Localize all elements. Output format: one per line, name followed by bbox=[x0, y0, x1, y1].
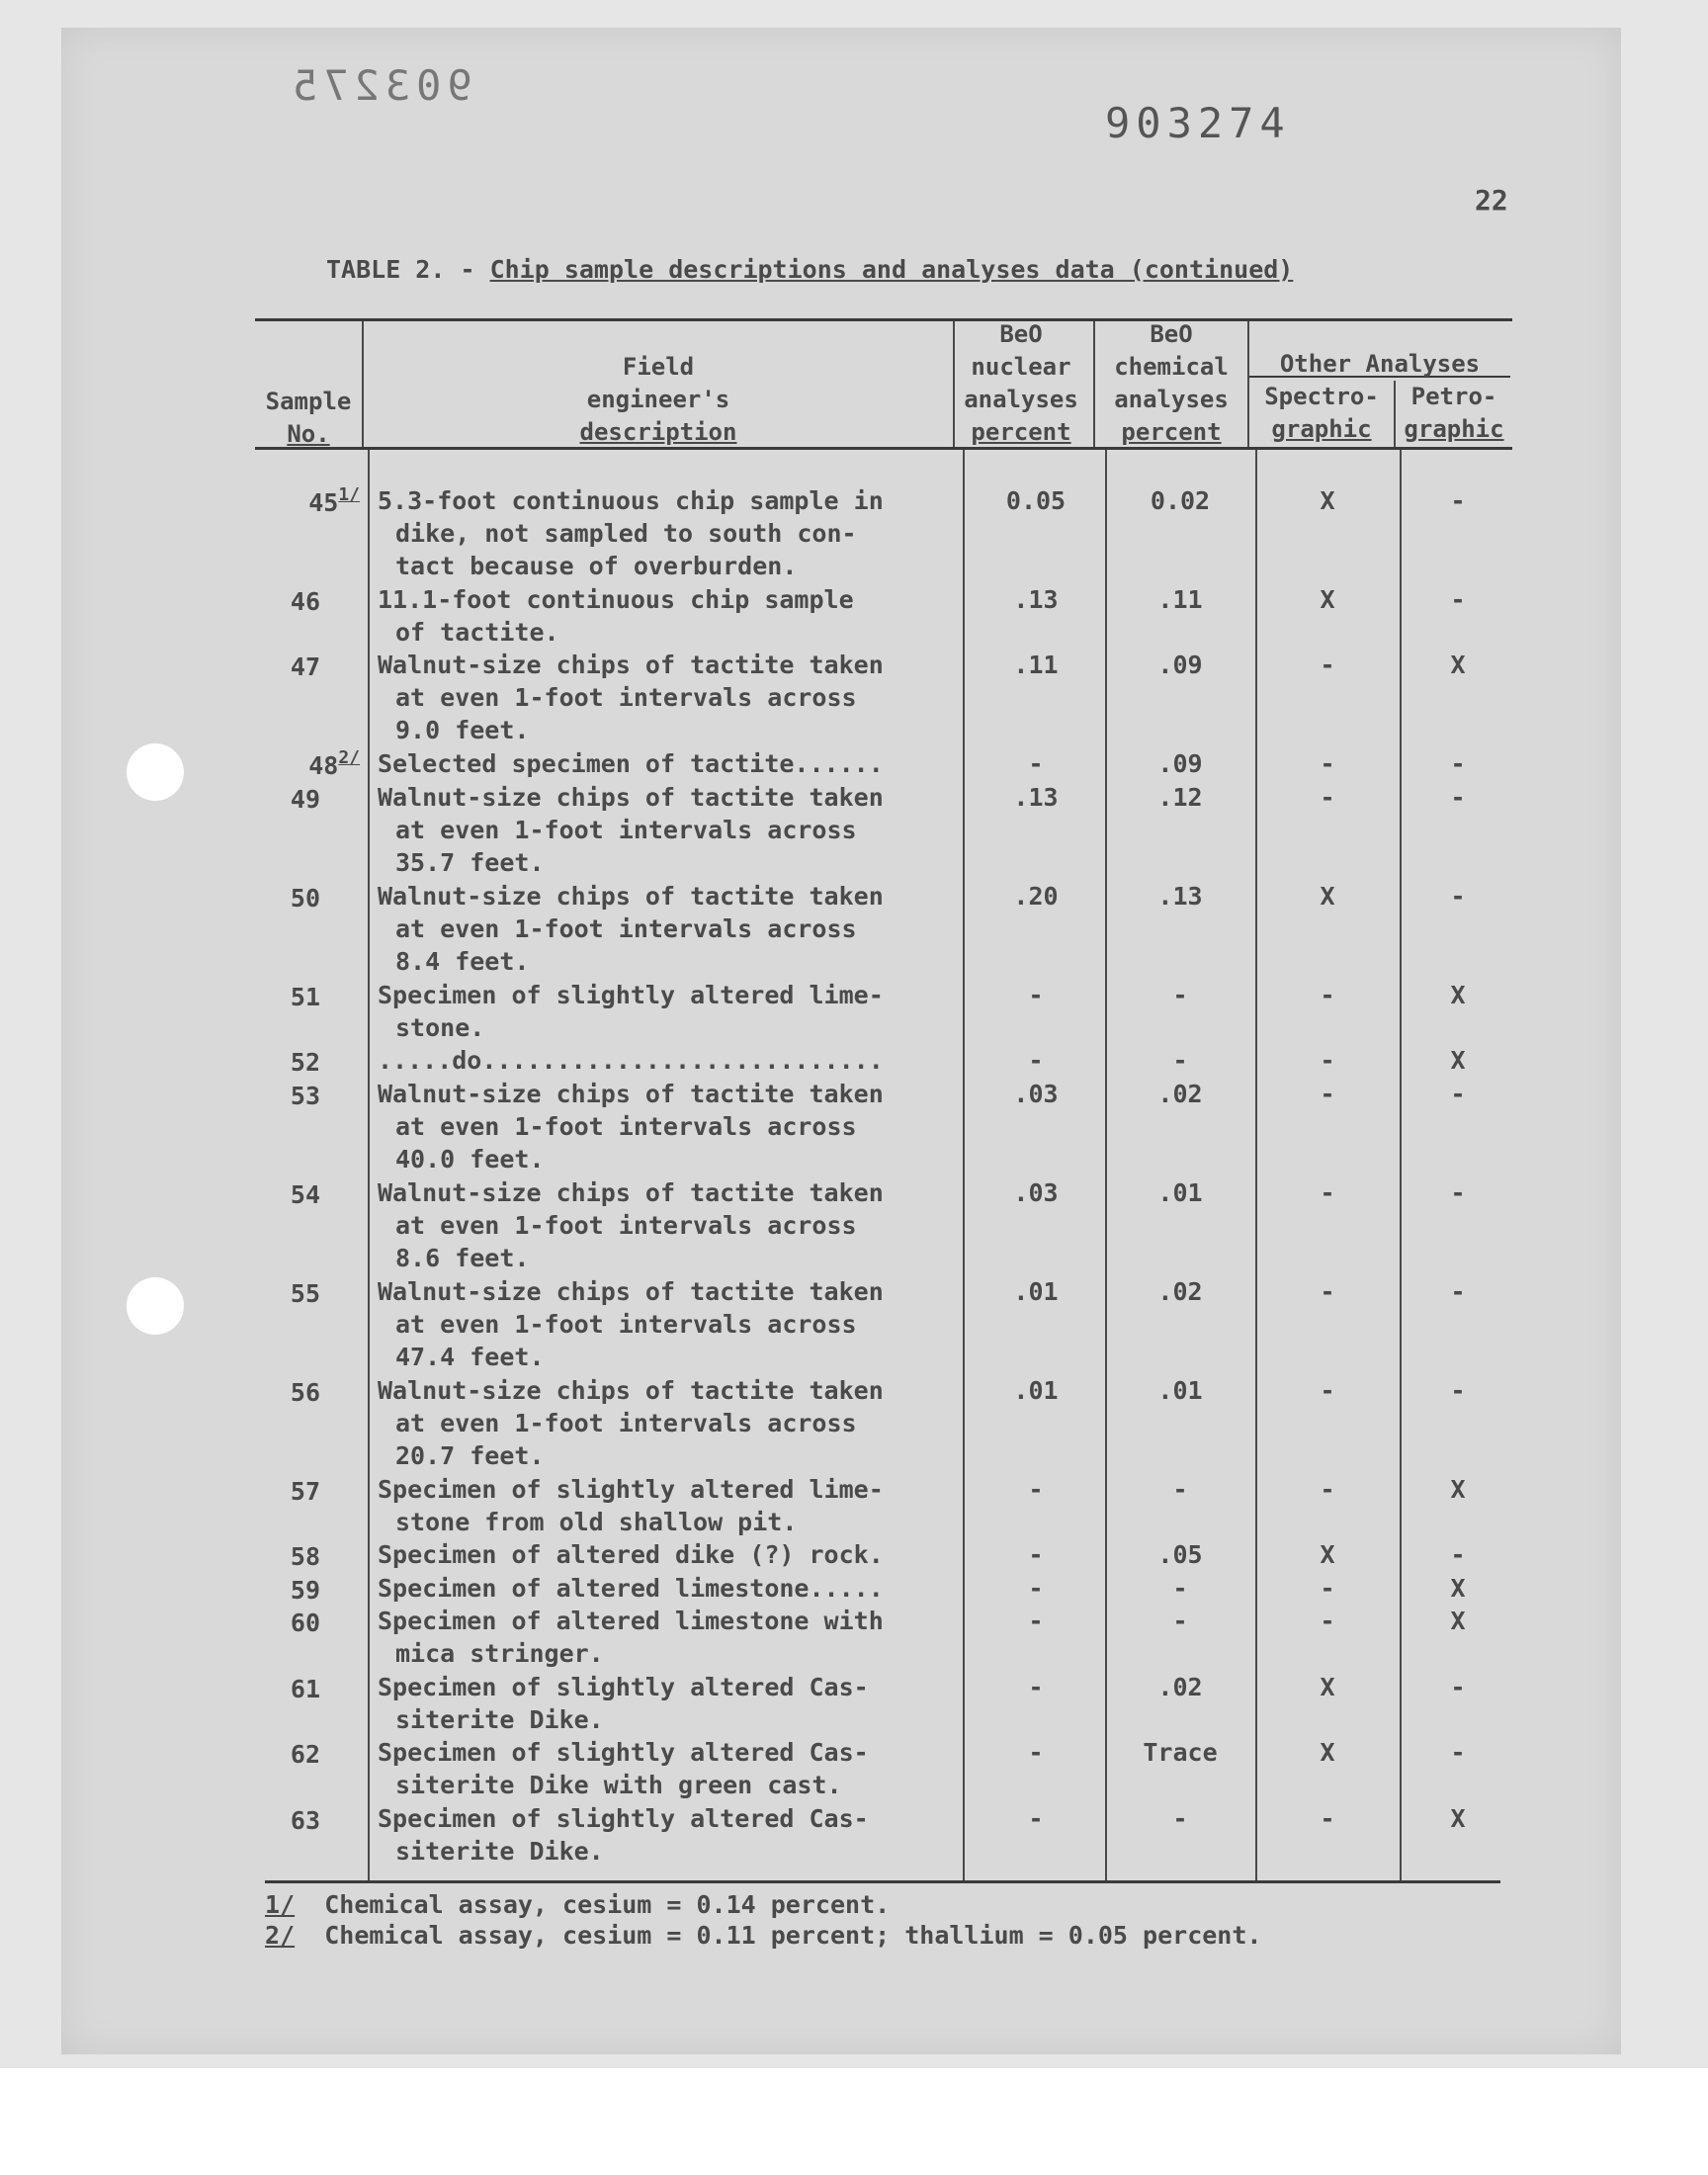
stamp-number: 903274 bbox=[1105, 99, 1291, 147]
sample-number-text: 45 bbox=[308, 488, 339, 517]
sample-number-text: 55 bbox=[290, 1279, 320, 1308]
beo-nuclear-value: 0.05 bbox=[1005, 486, 1067, 515]
beo-chemical-value: .02 bbox=[1157, 1277, 1203, 1306]
header-chemical-line3: analyses bbox=[1114, 386, 1229, 413]
col-divider-2 bbox=[963, 450, 965, 1880]
sample-number-text: 59 bbox=[290, 1576, 320, 1605]
beo-nuclear-value: .13 bbox=[1013, 585, 1059, 614]
sample-number-text: 58 bbox=[290, 1542, 320, 1571]
petrographic-mark: - bbox=[1450, 882, 1466, 911]
beo-chemical-value: .13 bbox=[1157, 882, 1203, 911]
spectrographic-mark: - bbox=[1320, 1046, 1335, 1075]
beo-chemical-value: - bbox=[1172, 1574, 1188, 1603]
sample-number bbox=[251, 1080, 320, 1112]
header-sample-line2: No. bbox=[287, 420, 330, 448]
header-chemical-line1: BeO bbox=[1150, 320, 1193, 348]
sample-number bbox=[251, 981, 320, 1013]
description-line: at even 1-foot intervals across bbox=[395, 816, 857, 844]
header-nuclear-line3: analyses bbox=[964, 386, 1078, 413]
header-spectro-line1: Spectro- bbox=[1264, 383, 1379, 410]
description-line: Specimen of slightly altered Cas- bbox=[378, 1738, 869, 1767]
sample-number-text: 49 bbox=[290, 785, 320, 814]
spectrographic-mark: - bbox=[1320, 749, 1335, 778]
footnote-ref: 1/ bbox=[338, 484, 360, 505]
beo-nuclear-value: - bbox=[1028, 1738, 1044, 1767]
spectrographic-mark: - bbox=[1320, 1475, 1335, 1504]
sample-number-text: 52 bbox=[290, 1048, 320, 1077]
description-line: 5.3-foot continuous chip sample in bbox=[378, 486, 884, 515]
sample-number bbox=[251, 585, 320, 618]
description-line: mica stringer. bbox=[395, 1639, 604, 1668]
petrographic-mark: - bbox=[1450, 1540, 1466, 1569]
petrographic-mark: X bbox=[1450, 1607, 1466, 1635]
description-line: Specimen of altered dike (?) rock. bbox=[378, 1540, 884, 1569]
petrographic-mark: - bbox=[1450, 1277, 1466, 1306]
beo-nuclear-value: .20 bbox=[1013, 882, 1059, 911]
footnote-ref: 2/ bbox=[338, 747, 360, 768]
description-line: Specimen of slightly altered lime- bbox=[378, 981, 884, 1009]
beo-chemical-value: .11 bbox=[1157, 585, 1203, 614]
sample-number bbox=[251, 1277, 320, 1310]
spectrographic-mark: - bbox=[1320, 1376, 1335, 1405]
header-nuclear-line2: nuclear bbox=[971, 353, 1071, 381]
beo-nuclear-value: - bbox=[1028, 1574, 1044, 1603]
footnote-1 bbox=[265, 1890, 890, 1919]
top-rule bbox=[255, 318, 1512, 321]
beo-nuclear-value: - bbox=[1028, 1475, 1044, 1504]
spectrographic-mark: - bbox=[1320, 1804, 1335, 1833]
table-title-main: Chip sample descriptions and analyses data (continued) bbox=[489, 255, 1294, 284]
spectrographic-mark: - bbox=[1320, 1277, 1335, 1306]
spectrographic-mark: - bbox=[1320, 1574, 1335, 1603]
petrographic-mark: - bbox=[1450, 585, 1466, 614]
beo-chemical-value: .12 bbox=[1157, 783, 1203, 812]
header-petrographic bbox=[1394, 381, 1514, 446]
petrographic-mark: - bbox=[1450, 783, 1466, 812]
footnote-2-mark: 2/ bbox=[265, 1921, 296, 1950]
spectrographic-mark: X bbox=[1320, 1738, 1335, 1767]
beo-chemical-value: .01 bbox=[1157, 1376, 1203, 1405]
col-divider-1 bbox=[368, 450, 370, 1880]
petrographic-mark: X bbox=[1450, 651, 1466, 679]
spectrographic-mark: - bbox=[1320, 1178, 1335, 1207]
col-divider-4 bbox=[1255, 450, 1257, 1880]
spectrographic-mark: - bbox=[1320, 783, 1335, 812]
header-beo-chemical bbox=[1093, 318, 1249, 449]
beo-nuclear-value: - bbox=[1028, 1673, 1044, 1701]
description-line: .....do........................... bbox=[378, 1046, 884, 1075]
header-other-analyses: Other Analyses bbox=[1279, 350, 1481, 378]
beo-nuclear-value: - bbox=[1028, 1607, 1044, 1635]
petrographic-mark: X bbox=[1450, 1046, 1466, 1075]
spectrographic-mark: - bbox=[1320, 1080, 1335, 1108]
page-number: 22 bbox=[1475, 184, 1508, 217]
footnote-2-text: Chemical assay, cesium = 0.11 percent; thallium = 0.05 percent. bbox=[324, 1921, 1262, 1950]
spectrographic-mark: X bbox=[1320, 585, 1335, 614]
header-nuclear-line4: percent bbox=[971, 418, 1071, 446]
description-line: at even 1-foot intervals across bbox=[395, 914, 857, 943]
sample-number-text: 61 bbox=[290, 1675, 320, 1703]
beo-chemical-value: - bbox=[1172, 1607, 1188, 1635]
sample-number-text: 51 bbox=[290, 983, 320, 1011]
sample-number bbox=[251, 783, 320, 816]
description-line: Walnut-size chips of tactite taken bbox=[378, 1080, 884, 1108]
petrographic-mark: - bbox=[1450, 1738, 1466, 1767]
sample-number-text: 63 bbox=[290, 1806, 320, 1835]
description-line: Specimen of altered limestone with bbox=[378, 1607, 884, 1635]
header-description bbox=[364, 351, 953, 449]
sample-number bbox=[251, 1804, 320, 1837]
description-line: Specimen of altered limestone..... bbox=[378, 1574, 884, 1603]
punch-hole-upper bbox=[127, 743, 184, 801]
petrographic-mark: X bbox=[1450, 981, 1466, 1009]
description-line: 9.0 feet. bbox=[395, 716, 530, 744]
sample-number-text: 46 bbox=[290, 587, 320, 616]
punch-hole-lower bbox=[127, 1277, 184, 1335]
sample-number bbox=[251, 651, 320, 683]
footnote-1-text: Chemical assay, cesium = 0.14 percent. bbox=[324, 1890, 891, 1919]
spectrographic-mark: X bbox=[1320, 1673, 1335, 1701]
beo-chemical-value: .09 bbox=[1157, 749, 1203, 778]
beo-nuclear-value: - bbox=[1028, 1804, 1044, 1833]
sample-number bbox=[251, 1046, 320, 1079]
description-line: tact because of overburden. bbox=[395, 552, 798, 580]
sample-number-text: 60 bbox=[290, 1609, 320, 1637]
description-line: at even 1-foot intervals across bbox=[395, 1112, 857, 1141]
description-line: 47.4 feet. bbox=[395, 1343, 545, 1371]
sample-number bbox=[251, 1475, 320, 1508]
sample-number-text: 54 bbox=[290, 1180, 320, 1209]
petrographic-mark: - bbox=[1450, 1080, 1466, 1108]
petrographic-mark: - bbox=[1450, 749, 1466, 778]
description-line: Walnut-size chips of tactite taken bbox=[378, 882, 884, 911]
header-spectrographic bbox=[1247, 381, 1396, 446]
beo-chemical-value: .02 bbox=[1157, 1673, 1203, 1701]
description-line: Specimen of slightly altered Cas- bbox=[378, 1804, 869, 1833]
beo-chemical-value: - bbox=[1172, 1046, 1188, 1075]
sample-number-text: 47 bbox=[290, 652, 320, 681]
petrographic-mark: X bbox=[1450, 1804, 1466, 1833]
description-line: Walnut-size chips of tactite taken bbox=[378, 1178, 884, 1207]
description-line: stone from old shallow pit. bbox=[395, 1508, 798, 1536]
beo-chemical-value: .09 bbox=[1157, 651, 1203, 679]
description-line: 40.0 feet. bbox=[395, 1145, 545, 1174]
description-line: at even 1-foot intervals across bbox=[395, 683, 857, 712]
sample-number-text: 56 bbox=[290, 1378, 320, 1407]
beo-chemical-value: .05 bbox=[1157, 1540, 1203, 1569]
beo-nuclear-value: .01 bbox=[1013, 1277, 1059, 1306]
spectrographic-mark: - bbox=[1320, 981, 1335, 1009]
beo-chemical-value: .01 bbox=[1157, 1178, 1203, 1207]
sample-number bbox=[251, 1540, 320, 1573]
beo-nuclear-value: - bbox=[1028, 981, 1044, 1009]
description-line: stone. bbox=[395, 1013, 485, 1042]
header-sample-line1: Sample bbox=[265, 388, 352, 415]
description-line: siterite Dike. bbox=[395, 1705, 604, 1734]
footnote-1-mark: 1/ bbox=[265, 1890, 296, 1919]
description-line: 8.6 feet. bbox=[395, 1244, 530, 1272]
petrographic-mark: - bbox=[1450, 1673, 1466, 1701]
description-line: at even 1-foot intervals across bbox=[395, 1211, 857, 1240]
petrographic-mark: - bbox=[1450, 486, 1466, 515]
description-line: Walnut-size chips of tactite taken bbox=[378, 783, 884, 812]
description-line: siterite Dike with green cast. bbox=[395, 1771, 842, 1799]
spectrographic-mark: X bbox=[1320, 1540, 1335, 1569]
petrographic-mark: - bbox=[1450, 1376, 1466, 1405]
header-desc-line3: description bbox=[579, 418, 737, 446]
header-chemical-line2: chemical bbox=[1114, 353, 1229, 381]
col-divider-5 bbox=[1400, 450, 1402, 1880]
sample-number bbox=[251, 1376, 320, 1409]
header-desc-line2: engineer's bbox=[586, 386, 730, 413]
spectrographic-mark: - bbox=[1320, 651, 1335, 679]
table-bottom-rule bbox=[265, 1880, 1500, 1883]
petrographic-mark: - bbox=[1450, 1178, 1466, 1207]
beo-nuclear-value: - bbox=[1028, 1046, 1044, 1075]
beo-nuclear-value: .03 bbox=[1013, 1178, 1059, 1207]
beo-chemical-value: - bbox=[1172, 1475, 1188, 1504]
table-title bbox=[326, 255, 1293, 284]
sample-number bbox=[251, 749, 360, 782]
sample-number bbox=[251, 1574, 320, 1607]
description-line: of tactite. bbox=[395, 618, 559, 647]
description-line: siterite Dike. bbox=[395, 1837, 604, 1866]
beo-chemical-value: 0.02 bbox=[1150, 486, 1211, 515]
header-sample-no bbox=[253, 386, 364, 451]
beo-nuclear-value: .01 bbox=[1013, 1376, 1059, 1405]
sample-number bbox=[251, 486, 360, 519]
col-divider-3 bbox=[1105, 450, 1107, 1880]
sample-number-text: 53 bbox=[290, 1082, 320, 1110]
description-line: at even 1-foot intervals across bbox=[395, 1310, 857, 1339]
footnote-2 bbox=[265, 1921, 1261, 1950]
sample-number-text: 62 bbox=[290, 1740, 320, 1769]
sample-number-text: 48 bbox=[308, 751, 339, 780]
sample-number bbox=[251, 882, 320, 914]
header-nuclear-line1: BeO bbox=[999, 320, 1043, 348]
description-line: Walnut-size chips of tactite taken bbox=[378, 1277, 884, 1306]
beo-chemical-value: Trace bbox=[1143, 1738, 1218, 1767]
description-line: Specimen of slightly altered Cas- bbox=[378, 1673, 869, 1701]
table-title-prefix: TABLE 2. - bbox=[326, 255, 490, 284]
spectrographic-mark: X bbox=[1320, 486, 1335, 515]
beo-chemical-value: .02 bbox=[1157, 1080, 1203, 1108]
petrographic-mark: X bbox=[1450, 1475, 1466, 1504]
header-chemical-line4: percent bbox=[1121, 418, 1222, 446]
header-petro-line1: Petro- bbox=[1410, 383, 1497, 410]
sample-number bbox=[251, 1738, 320, 1771]
description-line: 8.4 feet. bbox=[395, 947, 530, 976]
description-line: Walnut-size chips of tactite taken bbox=[378, 651, 884, 679]
description-line: 35.7 feet. bbox=[395, 848, 545, 877]
description-line: 11.1-foot continuous chip sample bbox=[378, 585, 854, 614]
beo-nuclear-value: - bbox=[1028, 749, 1044, 778]
beo-nuclear-value: .13 bbox=[1013, 783, 1059, 812]
header-petro-line2: graphic bbox=[1404, 415, 1504, 443]
beo-chemical-value: - bbox=[1172, 981, 1188, 1009]
spectrographic-mark: - bbox=[1320, 1607, 1335, 1635]
beo-chemical-value: - bbox=[1172, 1804, 1188, 1833]
beo-nuclear-value: - bbox=[1028, 1540, 1044, 1569]
sample-number bbox=[251, 1673, 320, 1705]
header-beo-nuclear bbox=[947, 318, 1095, 449]
description-line: 20.7 feet. bbox=[395, 1441, 545, 1470]
beo-nuclear-value: .11 bbox=[1013, 651, 1059, 679]
description-line: Specimen of slightly altered lime- bbox=[378, 1475, 884, 1504]
header-desc-line1: Field bbox=[622, 353, 695, 381]
description-line: at even 1-foot intervals across bbox=[395, 1409, 857, 1437]
description-line: Selected specimen of tactite...... bbox=[378, 749, 884, 778]
petrographic-mark: X bbox=[1450, 1574, 1466, 1603]
header-spectro-line2: graphic bbox=[1271, 415, 1372, 443]
description-line: dike, not sampled to south con- bbox=[395, 519, 857, 548]
description-line: Walnut-size chips of tactite taken bbox=[378, 1376, 884, 1405]
mirrored-stamp-number: 903275 bbox=[287, 61, 472, 110]
beo-nuclear-value: .03 bbox=[1013, 1080, 1059, 1108]
sample-number bbox=[251, 1607, 320, 1639]
sample-number bbox=[251, 1178, 320, 1211]
sample-number-text: 57 bbox=[290, 1477, 320, 1506]
sample-number-text: 50 bbox=[290, 884, 320, 913]
spectrographic-mark: X bbox=[1320, 882, 1335, 911]
